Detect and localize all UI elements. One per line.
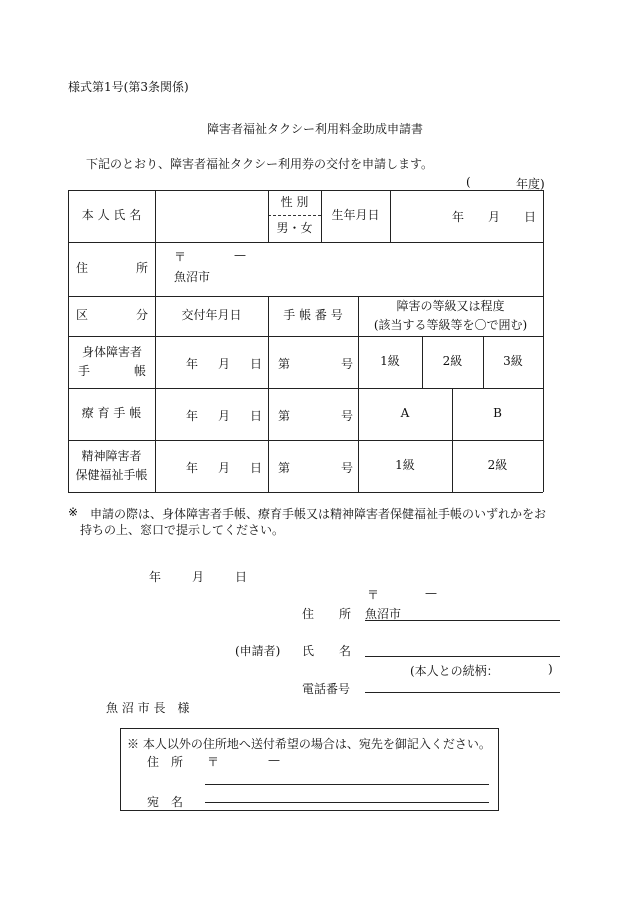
applicant-name-label: 名	[339, 644, 352, 658]
table-line	[543, 190, 544, 492]
applicant-address-input[interactable]	[365, 620, 560, 621]
note-mark: ※	[68, 505, 79, 519]
mailing-postal-dash: —	[268, 753, 280, 767]
application-day-unit: 日	[235, 570, 248, 584]
grade-header	[358, 296, 543, 336]
mental-book-label-line: 精神障害者	[81, 448, 142, 463]
applicant-address-city: 魚沼市	[365, 607, 402, 621]
address-city: 魚沼市	[174, 270, 211, 284]
mailing-note: ※ 本人以外の住所地へ送付希望の場合は、宛先を御記入ください。	[127, 737, 491, 751]
mailing-postal-mark: 〒	[207, 755, 220, 769]
intro-text: 下記のとおり、障害者福祉タクシー利用券の交付を申請します。	[86, 157, 434, 171]
form-number: 様式第1号(第3条関係)	[68, 80, 189, 94]
applicant-role-label: (申請者)	[235, 644, 281, 658]
physical-book-label	[70, 338, 154, 386]
applicant-address-label: 所	[339, 607, 352, 621]
issue-date-header: 交付年月日	[181, 308, 242, 323]
issue-month-unit: 月	[218, 409, 231, 423]
addressee: 魚 沼 市 長 様	[106, 701, 190, 715]
relation-close: )	[548, 662, 553, 676]
issue-day-unit: 日	[250, 461, 263, 475]
form-title: 障害者福祉タクシー利用料金助成申請書	[206, 122, 423, 136]
category-label-part: 区	[76, 308, 89, 323]
address-label	[76, 242, 148, 296]
mailing-address-label: 住	[147, 755, 160, 769]
grade-option[interactable]: 1級	[380, 354, 400, 369]
applicant-name-label: 氏	[302, 644, 315, 658]
physical-book-label-char: 帳	[133, 364, 146, 378]
issue-day-unit: 日	[250, 357, 263, 371]
applicant-name-input[interactable]	[365, 656, 560, 657]
fiscal-year-label: 年度)	[516, 177, 545, 191]
mailing-address-input[interactable]	[205, 784, 489, 785]
fiscal-year-open: (	[466, 175, 471, 189]
application-year-unit: 年	[149, 570, 162, 584]
note-line: 持ちの上、窓口で提示してください。	[80, 523, 285, 537]
physical-book-label-line	[70, 362, 154, 381]
grade-option[interactable]: 1級	[395, 458, 415, 473]
grade-option[interactable]: 2級	[487, 458, 508, 473]
number-prefix: 第	[278, 461, 291, 475]
issue-year-unit: 年	[186, 357, 199, 371]
issue-year-unit: 年	[186, 461, 199, 475]
grade-option[interactable]: A	[400, 406, 410, 421]
application-month-unit: 月	[192, 570, 205, 584]
table-line	[390, 190, 391, 242]
birth-day-unit: 日	[524, 210, 537, 224]
grade-header-line: 障害の等級又は程度	[396, 298, 505, 313]
name-field[interactable]	[156, 191, 267, 241]
ryoiku-book-label: 療 育 手 帳	[81, 406, 142, 421]
issue-month-unit: 月	[218, 461, 231, 475]
postal-dash: —	[234, 248, 246, 262]
number-prefix: 第	[278, 357, 291, 371]
book-number-header: 手 帳 番 号	[283, 308, 343, 323]
postal-mark: 〒	[174, 250, 187, 264]
gender-label: 性 別	[280, 194, 309, 209]
category-label	[76, 296, 148, 336]
phone-label: 電話番号	[302, 682, 351, 696]
number-prefix: 第	[278, 409, 291, 423]
physical-book-label-line: 身体障害者	[81, 344, 142, 359]
number-suffix: 号	[341, 357, 354, 371]
table-line	[68, 492, 543, 493]
name-label: 本 人 氏 名	[81, 208, 142, 223]
mailing-recipient-input[interactable]	[205, 802, 489, 803]
applicant-postal-dash: —	[425, 586, 437, 600]
address-label-part: 住	[76, 261, 89, 276]
issue-month-unit: 月	[218, 357, 231, 371]
grade-header-line: (該当する等級等を〇で囲む)	[373, 318, 528, 332]
gender-options[interactable]: 男・女	[276, 221, 313, 236]
mental-book-label	[68, 440, 155, 492]
relation-label: (本人との続柄：	[410, 664, 499, 678]
issue-day-unit: 日	[250, 409, 263, 423]
category-label-part: 分	[135, 308, 148, 323]
birth-year-unit: 年	[452, 210, 465, 224]
mailing-recipient-label: 名	[171, 795, 184, 809]
birth-month-unit: 月	[488, 210, 501, 224]
grade-option[interactable]: 2級	[442, 354, 463, 369]
physical-book-label-char: 手	[78, 364, 91, 378]
note-line: 申請の際は、身体障害者手帳、療育手帳又は精神障害者保健福祉手帳のいずれかをお	[90, 507, 547, 521]
grade-option[interactable]: 3級	[503, 354, 523, 369]
phone-input[interactable]	[365, 692, 560, 693]
birth-date-label: 生年月日	[331, 208, 380, 223]
mental-book-label-line: 保健福祉手帳	[75, 468, 148, 482]
applicant-address-label: 住	[302, 607, 315, 621]
applicant-postal-mark: 〒	[367, 588, 380, 602]
address-label-part: 所	[135, 261, 148, 276]
number-suffix: 号	[341, 409, 354, 423]
grade-option[interactable]: B	[493, 406, 502, 421]
issue-year-unit: 年	[186, 409, 199, 423]
mailing-address-label: 所	[171, 755, 184, 769]
mailing-recipient-label: 宛	[147, 795, 160, 809]
number-suffix: 号	[341, 461, 354, 475]
